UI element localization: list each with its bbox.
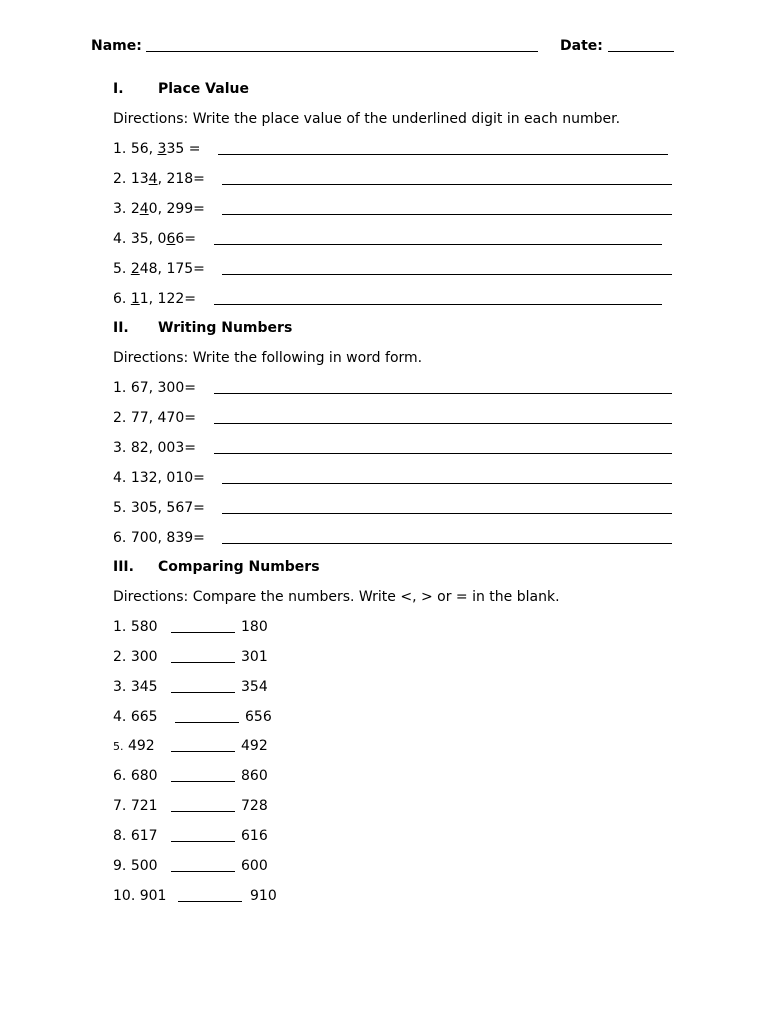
number-text: 700, 839= [130,530,205,546]
answer-blank[interactable] [214,453,672,454]
section-1-directions: Directions: Write the place value of the underlined digit in each number. [113,111,621,127]
list-item [113,140,200,158]
answer-blank[interactable] [222,274,672,275]
second-number: 180 [241,619,268,635]
list-item [113,409,196,427]
second-number: 728 [241,798,268,814]
item-number: 5. [113,261,127,277]
comparison-blank[interactable] [171,781,235,782]
item-number: 4. [113,231,127,247]
first-number: 680 [130,768,158,784]
item-number: 2. [113,171,127,187]
underlined-digit: 4 [139,201,149,217]
first-number: 300 [130,649,158,665]
answer-blank[interactable] [222,483,672,484]
underlined-digit: 1 [130,291,140,307]
date-label: Date: [560,38,603,54]
section-3-numeral: III. [113,559,134,575]
first-number: 345 [130,679,158,695]
item-number: 3. [113,440,127,456]
first-number: 617 [130,828,158,844]
answer-blank[interactable] [214,393,672,394]
comparison-blank[interactable] [171,811,235,812]
list-item [113,170,205,188]
item-number: 6. [113,530,127,546]
item-number: 4. [113,470,127,486]
comparison-blank[interactable] [178,901,242,902]
list-item [113,529,205,547]
list-item [113,737,155,756]
name-field[interactable] [146,51,538,52]
list-item [113,887,166,905]
list-item [113,439,196,457]
first-number: 901 [139,888,167,904]
item-number: 1. [113,619,127,635]
item-number: 7. [113,798,127,814]
number-part: 1, 122= [139,291,196,307]
item-number: 1. [113,380,127,396]
comparison-blank[interactable] [171,841,235,842]
number-text: 132, 010= [130,470,205,486]
list-item [113,797,158,815]
second-number: 492 [241,738,268,754]
second-number: 656 [245,709,272,725]
comparison-blank[interactable] [171,692,235,693]
date-field[interactable] [608,51,674,52]
underlined-digit: 3 [157,141,167,157]
answer-blank[interactable] [214,304,662,305]
list-item [113,290,196,308]
section-3-title: Comparing Numbers [158,559,320,575]
list-item [113,648,158,666]
comparison-blank[interactable] [171,871,235,872]
second-number: 354 [241,679,268,695]
underlined-digit: 6 [166,231,176,247]
section-1-title: Place Value [158,81,249,97]
number-part: 13 [130,171,149,187]
second-number: 860 [241,768,268,784]
first-number: 721 [130,798,158,814]
item-number: 2. [113,649,127,665]
answer-blank[interactable] [218,154,668,155]
underlined-digit: 4 [148,171,158,187]
first-number: 500 [130,858,158,874]
item-number: 6. [113,291,127,307]
item-number: 9. [113,858,127,874]
comparison-blank[interactable] [171,632,235,633]
item-number: 8. [113,828,127,844]
section-2-numeral: II. [113,320,129,336]
item-number: 4. [113,709,127,725]
number-part: 0, 299= [148,201,205,217]
number-part: 56, [130,141,158,157]
list-item [113,708,158,726]
number-part: 2 [130,201,140,217]
section-2-title: Writing Numbers [158,320,293,336]
comparison-blank[interactable] [171,751,235,752]
list-item [113,230,196,248]
list-item [113,857,158,875]
list-item [113,618,158,636]
number-text: 305, 567= [130,500,205,516]
first-number: 665 [130,709,158,725]
comparison-blank[interactable] [171,662,235,663]
section-3-directions: Directions: Compare the numbers. Write <, > or = in the blank. [113,589,560,605]
item-number: 10. [113,888,136,904]
number-part: 35, 0 [130,231,167,247]
section-1-numeral: I. [113,81,124,97]
name-label: Name: [91,38,142,54]
item-number: 3. [113,201,127,217]
comparison-blank[interactable] [175,722,239,723]
item-number: 5. [113,500,127,516]
number-part: 6= [175,231,196,247]
list-item [113,260,205,278]
list-item [113,499,205,517]
second-number: 600 [241,858,268,874]
second-number: 616 [241,828,268,844]
number-text: 77, 470= [130,410,196,426]
list-item [113,469,205,487]
underlined-digit: 2 [130,261,140,277]
list-item [113,379,196,397]
answer-blank[interactable] [222,513,672,514]
answer-blank[interactable] [222,184,672,185]
second-number: 910 [250,888,277,904]
section-2-directions: Directions: Write the following in word form. [113,350,423,366]
list-item [113,767,158,785]
item-number: 5. [113,740,124,753]
number-part: , 218= [157,171,205,187]
list-item [113,827,158,845]
number-text: 82, 003= [130,440,196,456]
first-number: 492 [127,738,155,754]
item-number: 3. [113,679,127,695]
first-number: 580 [130,619,158,635]
number-text: 67, 300= [130,380,196,396]
answer-blank[interactable] [222,214,672,215]
item-number: 2. [113,410,127,426]
answer-blank[interactable] [214,423,672,424]
number-part: 35 = [166,141,201,157]
item-number: 6. [113,768,127,784]
list-item [113,200,205,218]
answer-blank[interactable] [222,543,672,544]
list-item [113,678,158,696]
answer-blank[interactable] [214,244,662,245]
item-number: 1. [113,141,127,157]
number-part: 48, 175= [139,261,205,277]
second-number: 301 [241,649,268,665]
